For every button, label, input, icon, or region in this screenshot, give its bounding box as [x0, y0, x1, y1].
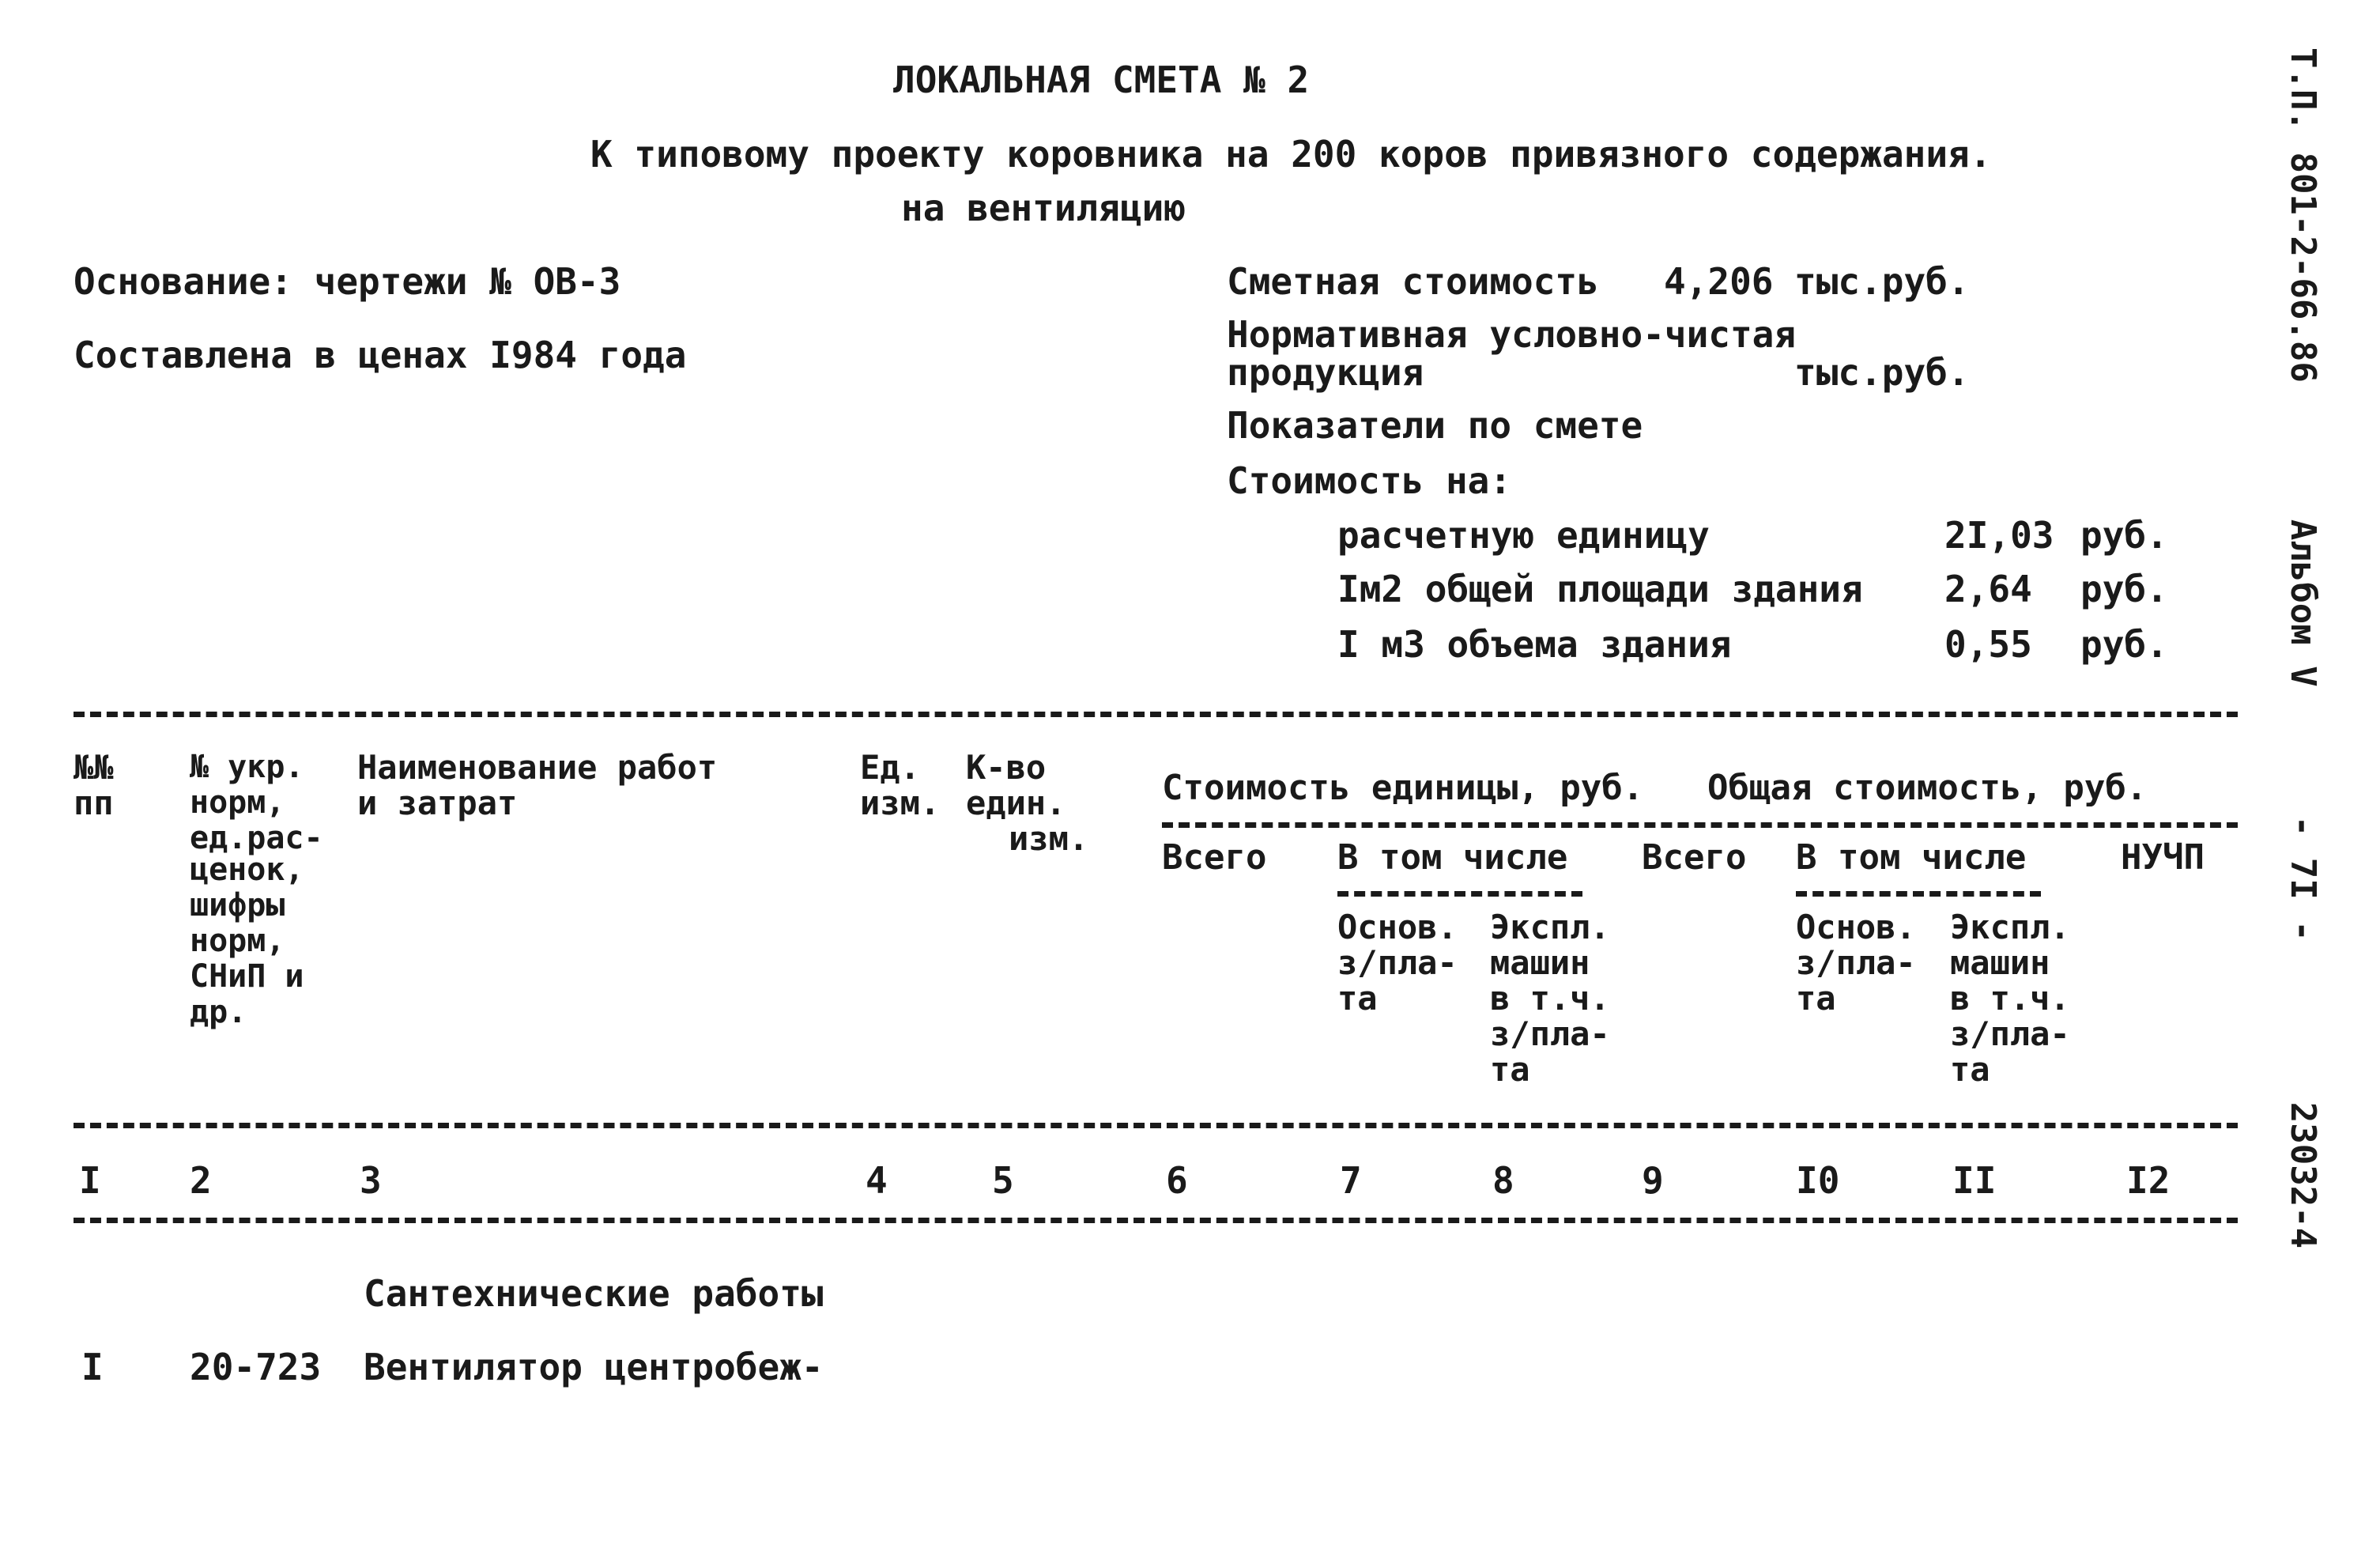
- row-1-num: I: [81, 1346, 104, 1388]
- header-basic-pay-2c: та: [1796, 979, 1836, 1018]
- col-number-12: I2: [2126, 1159, 2171, 1202]
- header-total-1: Всего: [1162, 837, 1267, 878]
- per-unit-value: 2I,03: [1944, 514, 2054, 557]
- header-incl-1: В том числе: [1337, 837, 1568, 878]
- section-title: Сантехнические работы: [364, 1272, 824, 1315]
- header-machines-2e: та: [1950, 1050, 1990, 1089]
- header-nuchp: НУЧП: [2121, 837, 2205, 878]
- header-machines-2d: з/пла-: [1950, 1014, 2070, 1053]
- header-unit-cost: Стоимость единицы, руб.: [1162, 768, 1644, 808]
- header-qty-3: изм.: [1009, 819, 1089, 858]
- header-machines-2c: в т.ч.: [1950, 979, 2070, 1018]
- header-num-2: пп: [74, 784, 114, 822]
- header-code-1: № укр.: [190, 749, 304, 785]
- per-unit-unit: руб.: [2080, 514, 2168, 557]
- col-number-8: 8: [1492, 1159, 1514, 1202]
- row-1-code: 20-723: [190, 1346, 322, 1388]
- header-machines-1e: та: [1490, 1050, 1530, 1089]
- per-m2-label: Iм2 общей площади здания: [1337, 568, 1863, 610]
- header-unit-1: Ед.: [860, 748, 920, 787]
- per-m2-value: 2,64: [1944, 568, 2032, 610]
- estimated-cost-label: Сметная стоимость: [1227, 260, 1599, 303]
- stamp-page: - 7I -: [2283, 815, 2323, 942]
- norm-product-label-2: продукция: [1227, 351, 1424, 394]
- per-m2-unit: руб.: [2080, 568, 2168, 610]
- basis-text: Основание: чертежи № ОВ-3: [74, 260, 621, 303]
- col-number-7: 7: [1340, 1159, 1362, 1202]
- header-unit-2: изм.: [860, 784, 941, 822]
- indicators-heading: Показатели по смете: [1227, 404, 1643, 447]
- col-number-6: 6: [1166, 1159, 1188, 1202]
- header-code-2: норм,: [190, 784, 285, 821]
- stamp-code: Т.П. 801-2-66.86: [2283, 47, 2323, 383]
- document-subtitle-2: на вентиляцию: [901, 187, 1186, 229]
- per-m3-value: 0,55: [1944, 623, 2032, 666]
- header-num-1: №№: [74, 748, 114, 787]
- header-machines-1d: з/пла-: [1490, 1014, 1610, 1053]
- cost-group-rule: [1162, 822, 2238, 828]
- header-bottom-rule: [74, 1123, 2238, 1128]
- header-code-7: СНиП и: [190, 958, 304, 995]
- header-basic-pay-1a: Основ.: [1337, 908, 1458, 946]
- table-top-rule: [74, 712, 2238, 717]
- header-incl-2: В том числе: [1796, 837, 2027, 878]
- col-number-3: 3: [360, 1159, 382, 1202]
- header-basic-pay-1b: з/пла-: [1337, 943, 1458, 982]
- header-machines-2b: машин: [1950, 943, 2050, 982]
- header-total-2: Всего: [1642, 837, 1747, 878]
- col-numbers-bottom-rule: [74, 1218, 2238, 1223]
- estimated-cost-unit: тыс.руб.: [1794, 260, 1970, 303]
- header-machines-1b: машин: [1490, 943, 1590, 982]
- estimated-cost-value: 4,206: [1664, 260, 1774, 303]
- header-code-3: ед.рас-: [190, 820, 323, 856]
- header-qty-2: един.: [966, 784, 1066, 822]
- col-number-10: I0: [1796, 1159, 1840, 1202]
- header-machines-2a: Экспл.: [1950, 908, 2070, 946]
- header-total-cost: Общая стоимость, руб.: [1707, 768, 2148, 808]
- document-subtitle: К типовому проекту коровника на 200 коров привязного содержания.: [590, 133, 1992, 176]
- col-number-2: 2: [190, 1159, 212, 1202]
- header-basic-pay-2a: Основ.: [1796, 908, 1916, 946]
- document-title: ЛОКАЛЬНАЯ СМЕТА № 2: [893, 59, 1310, 101]
- cost-per-heading: Стоимость на:: [1227, 459, 1512, 502]
- norm-product-label: Нормативная условно-чистая: [1227, 313, 1797, 356]
- col-number-5: 5: [992, 1159, 1014, 1202]
- side-stamp: [2283, 47, 2323, 1249]
- row-1-name: Вентилятор центробеж-: [364, 1346, 824, 1388]
- header-qty-1: К-во: [966, 748, 1047, 787]
- header-machines-1a: Экспл.: [1490, 908, 1610, 946]
- per-unit-label: расчетную единицу: [1337, 514, 1710, 557]
- header-name-2: и затрат: [357, 784, 518, 822]
- per-m3-unit: руб.: [2080, 623, 2168, 666]
- incl-rule-1: [1337, 891, 1582, 897]
- stamp-number: 23032-4: [2283, 1101, 2323, 1249]
- header-name-1: Наименование работ: [357, 748, 718, 787]
- header-code-6: норм,: [190, 923, 285, 959]
- header-code-5: шифры: [190, 887, 285, 923]
- col-number-11: II: [1952, 1159, 1997, 1202]
- incl-rule-2: [1796, 891, 2041, 897]
- norm-product-unit: тыс.руб.: [1794, 351, 1970, 394]
- header-basic-pay-1c: та: [1337, 979, 1378, 1018]
- stamp-album: Альбом V: [2283, 519, 2323, 687]
- col-number-1: I: [79, 1159, 101, 1202]
- header-code-4: ценок,: [190, 852, 304, 888]
- per-m3-label: I м3 объема здания: [1337, 623, 1732, 666]
- header-machines-1c: в т.ч.: [1490, 979, 1610, 1018]
- prices-text: Составлена в ценах I984 года: [74, 334, 687, 376]
- header-basic-pay-2b: з/пла-: [1796, 943, 1916, 982]
- col-number-9: 9: [1642, 1159, 1664, 1202]
- header-code-8: др.: [190, 994, 247, 1030]
- col-number-4: 4: [866, 1159, 888, 1202]
